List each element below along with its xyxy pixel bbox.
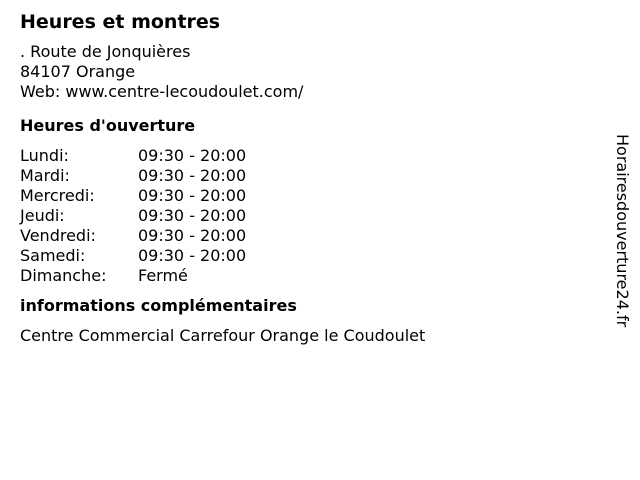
additional-info-text: Centre Commercial Carrefour Orange le Coudoulet xyxy=(20,326,426,345)
day-label: Lundi: xyxy=(20,146,69,165)
hours-value: 09:30 - 20:00 xyxy=(138,186,247,205)
address-block xyxy=(20,42,600,102)
day-label: Mardi: xyxy=(20,166,70,185)
additional-info-heading: informations complémentaires xyxy=(20,296,297,315)
day-label: Dimanche: xyxy=(20,266,107,285)
hours-row-monday xyxy=(20,146,246,166)
day-label: Mercredi: xyxy=(20,186,95,205)
hours-row-sunday xyxy=(20,266,246,286)
day-label: Jeudi: xyxy=(20,206,65,225)
hours-row-tuesday xyxy=(20,166,246,186)
hours-row-saturday xyxy=(20,246,246,266)
day-label: Vendredi: xyxy=(20,226,96,245)
opening-hours-heading: Heures d'ouverture xyxy=(20,116,196,135)
address-street: . Route de Jonquières xyxy=(20,42,191,61)
hours-row-friday xyxy=(20,226,246,246)
website-link[interactable]: Web: www.centre-lecoudoulet.com/ xyxy=(20,82,304,101)
store-title: Heures et montres xyxy=(20,11,221,33)
opening-hours-table xyxy=(20,146,246,286)
store-info-card xyxy=(20,8,600,346)
hours-value: Fermé xyxy=(138,266,188,285)
hours-row-wednesday xyxy=(20,186,246,206)
hours-value: 09:30 - 20:00 xyxy=(138,246,247,265)
hours-value: 09:30 - 20:00 xyxy=(138,146,247,165)
day-label: Samedi: xyxy=(20,246,86,265)
hours-value: 09:30 - 20:00 xyxy=(138,206,247,225)
hours-value: 09:30 - 20:00 xyxy=(138,226,247,245)
site-watermark: Horairesdouverture24.fr xyxy=(613,134,632,328)
address-city: 84107 Orange xyxy=(20,62,136,81)
hours-row-thursday xyxy=(20,206,246,226)
hours-value: 09:30 - 20:00 xyxy=(138,166,247,185)
